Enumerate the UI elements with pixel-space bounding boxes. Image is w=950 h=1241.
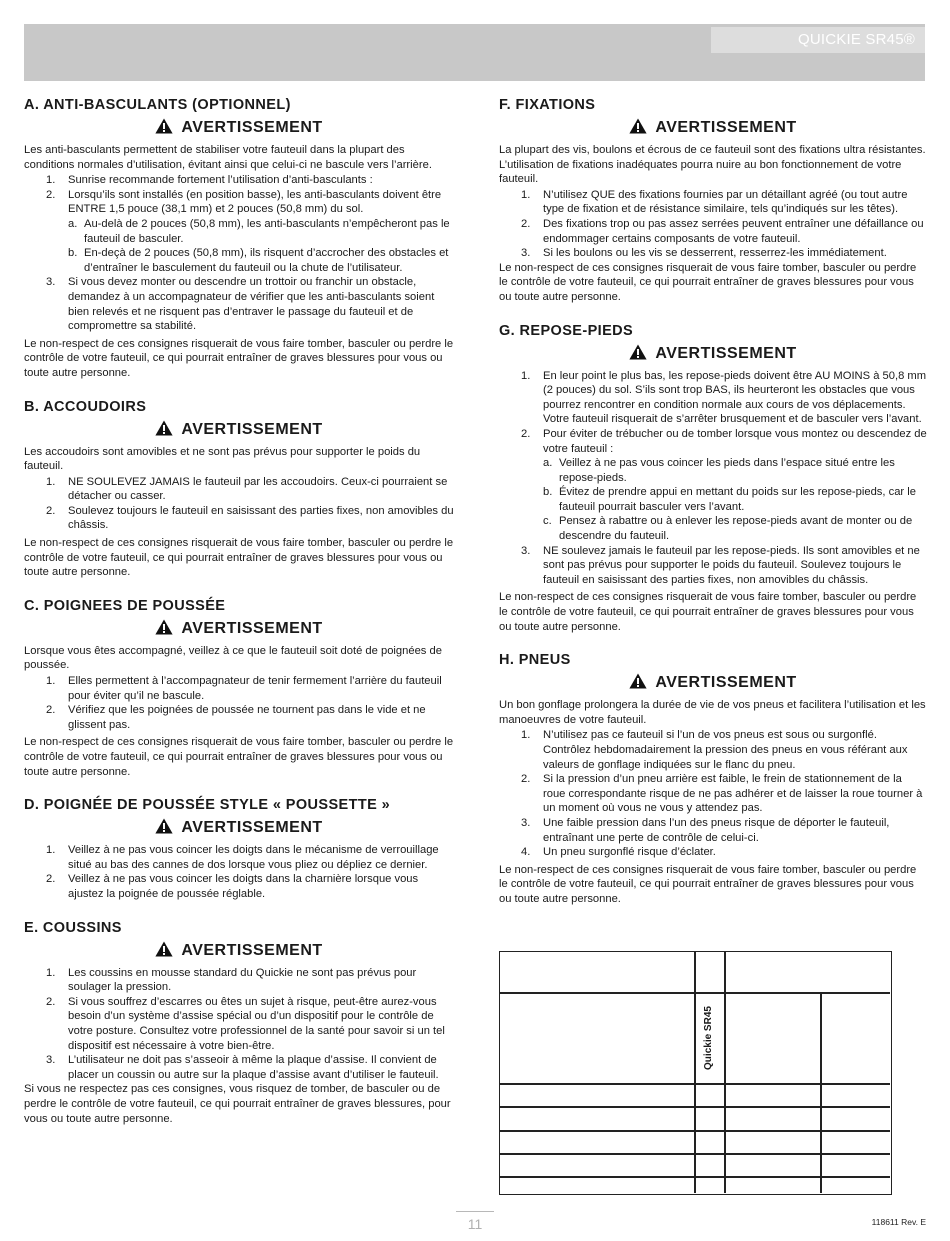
sub-item: [499, 456, 927, 485]
item-text: Si la pression d’un pneu arrière est faible, le frein de stationnement de la roue correspondante risque de ne pas adhérer et de laisser la roue tourner à un moment où vous ne vous y attendez pas.: [543, 773, 923, 815]
section-cushions: [24, 919, 454, 1127]
sub-letter: b.: [68, 247, 78, 260]
warning-icon: [629, 673, 647, 689]
warning-icon: [155, 118, 173, 134]
item-text: NE SOULEVEZ JAMAIS le fauteuil par les accoudoirs. Ceux-ci pourraient se détacher ou casser.: [68, 475, 448, 503]
sub-item: [24, 217, 454, 246]
section-anti-tip: [24, 96, 454, 381]
item-number: 1.: [521, 729, 531, 742]
item-number: 1.: [46, 844, 56, 857]
section-fasteners: [499, 96, 927, 305]
warning-label: AVERTISSEMENT: [181, 819, 323, 837]
item-number: 3.: [46, 1054, 56, 1067]
list-item: [499, 188, 927, 217]
list-item: [499, 816, 927, 845]
list-item: [499, 728, 927, 772]
table-column-divider: [724, 952, 726, 1193]
item-number: 1.: [521, 188, 531, 201]
instruction-list: [24, 966, 454, 1083]
document-reference: 118611 Rev. E: [871, 1217, 926, 1227]
table-row-divider: [500, 1130, 890, 1132]
warning-heading: [24, 619, 454, 639]
warning-icon: [155, 420, 173, 436]
intro-paragraph: Les anti-basculants permettent de stabiliser votre fauteuil dans la plupart des conditions normales d’utilisation, évitant ainsi que celui-ci ne bascule vers l’arrière.: [24, 144, 432, 171]
warning-label: AVERTISSEMENT: [655, 119, 797, 136]
instruction-list: [499, 728, 927, 859]
warning-icon: [629, 344, 647, 360]
closing-paragraph: Le non-respect de ces consignes risquerait de vous faire tomber, basculer ou perdre le contrôle de votre fauteuil, ce qui pourrait entraîner de graves blessures pour vous ou toute autre personne.: [24, 736, 454, 778]
item-number: 3.: [46, 276, 56, 289]
closing-paragraph: Le non-respect de ces consignes risquerait de vous faire tomber, basculer ou perdre le contrôle de votre fauteuil, ce qui pourrait entraîner de graves blessures pour vous ou toute autre personne.: [499, 591, 917, 633]
item-text: Si vous souffrez d’escarres ou êtes un sujet à risque, peut-être aurez-vous besoin d’un système d’assise spécial ou d’un dispositif pour le contrôle de votre posture. Consultez votre professionnel de la santé pour savoir si un tel dispositif est nécessaire à votre bien-être.: [68, 995, 445, 1052]
item-text: Veillez à ne pas vous coincer les doigts dans la charnière lorsque vous ajustez la poignée de poussée réglable.: [68, 873, 419, 900]
item-number: 3.: [521, 544, 531, 557]
instruction-list: [499, 369, 927, 588]
item-number: 1.: [46, 966, 56, 979]
item-number: 1.: [46, 675, 56, 688]
list-item: [24, 674, 454, 703]
warning-heading: [499, 673, 927, 693]
table-column-label: Quickie SR45: [703, 1006, 714, 1070]
intro-paragraph: Lorsque vous êtes accompagné, veillez à ce que le fauteuil soit doté de poignées de poussée.: [24, 644, 442, 672]
warning-heading: [24, 941, 454, 961]
intro-paragraph: La plupart des vis, boulons et écrous de ce fauteuil sont des fixations ultra résistantes. L’utilisation de fixations inadéquates pourra nuire au bon fonctionnement de votre fauteuil.: [499, 144, 926, 186]
item-number: 2.: [521, 427, 531, 440]
list-item: [24, 188, 454, 276]
intro-paragraph: Un bon gonflage prolongera la durée de vie de vos pneus et facilitera l’utilisation et les manoeuvres de votre fauteuil.: [499, 699, 926, 726]
footer-rule: [456, 1211, 494, 1212]
item-text: Sunrise recommande fortement l’utilisation d’anti-basculants :: [68, 174, 373, 187]
warning-heading: [24, 420, 454, 440]
list-item: [24, 275, 454, 333]
item-number: 1.: [46, 174, 56, 187]
item-number: 3.: [521, 816, 531, 829]
warning-icon: [155, 818, 173, 834]
closing-paragraph: Le non-respect de ces consignes risquerait de vous faire tomber, basculer ou perdre le contrôle de votre fauteuil, ce qui pourrait entraîner de graves blessures pour vous ou toute autre personne.: [24, 537, 454, 579]
list-item: [499, 845, 927, 860]
intro-paragraph: Les accoudoirs sont amovibles et ne sont pas prévus pour supporter le poids du fauteuil.: [24, 445, 421, 473]
item-text: Soulevez toujours le fauteuil en saisissant des parties fixes, non amovibles du châssis.: [68, 504, 454, 532]
list-item: [499, 544, 927, 588]
warning-icon: [629, 118, 647, 134]
section-footrests: [499, 322, 927, 635]
sub-letter: b.: [543, 486, 553, 499]
instruction-list: [24, 173, 454, 334]
closing-paragraph: Le non-respect de ces consignes risquerait de vous faire tomber, basculer ou perdre le contrôle de votre fauteuil, ce qui pourrait entraîner de graves blessures pour vous ou toute autre personne.: [24, 337, 454, 379]
item-text: Un pneu surgonflé risque d’éclater.: [543, 846, 716, 859]
item-number: 2.: [46, 704, 56, 717]
item-text: Des fixations trop ou pas assez serrées peuvent entraîner une défaillance ou endommager certains composants de votre fauteuil.: [543, 217, 924, 245]
instruction-list: [24, 475, 454, 533]
item-number: 2.: [521, 773, 531, 786]
warning-label: AVERTISSEMENT: [655, 674, 797, 692]
section-tires: [499, 651, 927, 906]
list-item: [24, 475, 454, 504]
section-title: G. REPOSE-PIEDS: [499, 322, 634, 339]
warning-icon: [155, 941, 173, 957]
warning-icon: [155, 619, 173, 635]
sub-item: [499, 485, 927, 514]
item-text: Vérifiez que les poignées de poussée ne tournent pas dans le vide et ne glissent pas.: [68, 704, 426, 731]
list-item: [499, 246, 927, 261]
table-row-divider: [500, 1083, 890, 1085]
item-text: NE soulevez jamais le fauteuil par les repose-pieds. Ils sont amovibles et ne sont pas prévus pour supporter le poids du fauteuil. Soulevez toujours le fauteuil en saisissant des parties fixes, non amovibles du châssis.: [543, 544, 920, 586]
list-item: [499, 427, 927, 544]
list-item: [24, 703, 454, 732]
right-column: [499, 96, 927, 924]
compatibility-table: [499, 951, 892, 1195]
sub-list: [543, 456, 927, 544]
item-number: 1.: [521, 369, 531, 382]
table-row-divider: [500, 1153, 890, 1155]
sub-text: Pensez à rabattre ou à enlever les repose-pieds avant de monter ou de descendre du fauteuil.: [559, 515, 913, 543]
sub-letter: a.: [68, 217, 78, 230]
item-number: 2.: [46, 995, 56, 1008]
section-title: D. POIGNÉE DE POUSSÉE STYLE « POUSSETTE »: [24, 797, 391, 814]
item-text: Lorsqu’ils sont installés (en position basse), les anti-basculants doivent être ENTRE 1,5 pouce (38,1 mm) et 2 pouces (50,8 mm) du sol.: [68, 188, 442, 216]
closing-paragraph: Le non-respect de ces consignes risquerait de vous faire tomber, basculer ou perdre le contrôle de votre fauteuil, ce qui pourrait entraîner de graves blessures pour vous ou toute autre personne.: [499, 261, 917, 303]
item-number: 2.: [46, 873, 56, 886]
list-item: [24, 173, 454, 188]
sub-letter: c.: [543, 515, 552, 528]
item-text: Pour éviter de trébucher ou de tomber lorsque vous montez ou descendez de votre fauteuil :: [543, 427, 927, 455]
warning-heading: [24, 818, 454, 838]
section-title: F. FIXATIONS: [499, 97, 596, 113]
warning-label: AVERTISSEMENT: [181, 941, 323, 959]
item-text: Une faible pression dans l’un des pneus risque de déporter le fauteuil, entraînant une perte de contrôle de celui-ci.: [543, 816, 890, 844]
section-armrests: [24, 398, 454, 580]
sub-letter: a.: [543, 457, 553, 470]
left-column: [24, 96, 454, 1143]
list-item: [24, 1053, 454, 1082]
section-title: C. POIGNEES DE POUSSÉE: [24, 597, 226, 614]
warning-label: AVERTISSEMENT: [181, 420, 323, 438]
table-column-divider: [820, 992, 822, 1193]
warning-heading: [499, 118, 927, 138]
list-item: [24, 872, 454, 901]
instruction-list: [24, 843, 454, 901]
list-item: [24, 843, 454, 872]
item-text: Si vous devez monter ou descendre un trottoir ou franchir un obstacle, demandez à un accompagnateur de vérifier que les anti-basculants soient bien relevés et ne risquent pas d’entraver le passage du fauteuil et de compromettre sa stabilité.: [68, 276, 435, 333]
sub-text: Veillez à ne pas vous coincer les pieds dans l’espace situé entre les repose-pieds.: [559, 457, 895, 484]
list-item: [499, 772, 927, 816]
section-title: B. ACCOUDOIRS: [24, 398, 147, 415]
warning-label: AVERTISSEMENT: [655, 344, 797, 362]
sub-item: [24, 246, 454, 275]
list-item: [499, 369, 927, 427]
item-text: Les coussins en mousse standard du Quickie ne sont pas prévus pour soulager la pression.: [68, 966, 417, 994]
item-number: 4.: [521, 846, 531, 859]
table-column-divider: [694, 952, 696, 1193]
warning-heading: [499, 344, 927, 364]
item-number: 3.: [521, 247, 531, 260]
section-push-handles: [24, 597, 454, 779]
item-number: 2.: [46, 188, 56, 201]
item-number: 2.: [521, 217, 531, 230]
section-title: A. ANTI-BASCULANTS (OPTIONNEL): [24, 97, 291, 113]
item-text: Veillez à ne pas vous coincer les doigts dans le mécanisme de verrouillage situé au bas des cannes de dos lorsque vous pliez ou dépliez ce dernier.: [68, 844, 439, 871]
list-item: [24, 966, 454, 995]
sub-text: Évitez de prendre appui en mettant du poids sur les repose-pieds, car le fauteuil pourrait basculer vers l’avant.: [559, 486, 916, 513]
item-text: N’utilisez QUE des fixations fournies par un détaillant agréé (ou tout autre type de fixation et de résistance similaire, tels qu’indiqués sur les têtes).: [543, 188, 908, 216]
item-text: L’utilisateur ne doit pas s’asseoir à même la plaque d’assise. Il convient de placer un coussin ou autre sur la plaque d’assise avant d’utiliser le fauteuil.: [68, 1054, 439, 1081]
section-title: H. PNEUS: [499, 652, 571, 669]
table-row-divider: [500, 1106, 890, 1108]
list-item: [24, 504, 454, 533]
warning-label: AVERTISSEMENT: [181, 119, 323, 136]
section-stroller-handle: [24, 796, 454, 901]
item-number: 2.: [46, 504, 56, 517]
instruction-list: [499, 188, 927, 261]
section-title: E. COUSSINS: [24, 919, 122, 936]
page-number: 11: [467, 1216, 483, 1232]
item-number: 1.: [46, 475, 56, 488]
item-text: Si les boulons ou les vis se desserrent, resserrez-les immédiatement.: [543, 247, 887, 260]
sub-item: [499, 514, 927, 543]
instruction-list: [24, 674, 454, 732]
list-item: [499, 217, 927, 246]
closing-paragraph: Le non-respect de ces consignes risquerait de vous faire tomber, basculer ou perdre le contrôle de votre fauteuil, ce qui pourrait entraîner de graves blessures pour vous ou toute autre personne.: [499, 863, 917, 905]
warning-heading: [24, 118, 454, 138]
table-row-divider: [500, 1176, 890, 1178]
sub-text: Au-delà de 2 pouces (50,8 mm), les anti-basculants n’empêcheront pas le fauteuil de basculer.: [84, 217, 450, 245]
table-row-divider: [500, 992, 890, 994]
item-text: Elles permettent à l’accompagnateur de tenir fermement l’arrière du fauteuil pour éviter qu’il ne bascule.: [68, 675, 442, 702]
sub-list: [68, 217, 454, 275]
product-name: QUICKIE SR45®: [711, 27, 925, 53]
item-text: En leur point le plus bas, les repose-pieds doivent être AU MOINS à 50,8 mm (2 pouces) du sol. S’ils sont trop BAS, ils heurteront les obstacles que vous pourrez rencontrer en condition normale aux cours de vos déplacements. Votre fauteuil risquerait de s’arrêter brusquement et de basculer vers l’avant.: [543, 369, 927, 426]
list-item: [24, 995, 454, 1053]
closing-paragraph: Si vous ne respectez pas ces consignes, vous risquez de tomber, de basculer ou de perdre le contrôle de votre fauteuil, ce qui pourrait entraîner de graves blessures, pour vous ou toute autre personne.: [24, 1083, 451, 1125]
warning-label: AVERTISSEMENT: [181, 619, 323, 637]
item-text: N’utilisez pas ce fauteuil si l’un de vos pneus est sous ou surgonflé. Contrôlez hebdomadairement la pression des pneus en vous référant aux valeurs de gonflage indiquées sur le flanc du pneu.: [543, 729, 908, 771]
sub-text: En-deçà de 2 pouces (50,8 mm), ils risquent d’accrocher des obstacles et d’entraîner le basculement du fauteuil ou la chute de l’utilisateur.: [84, 247, 449, 274]
